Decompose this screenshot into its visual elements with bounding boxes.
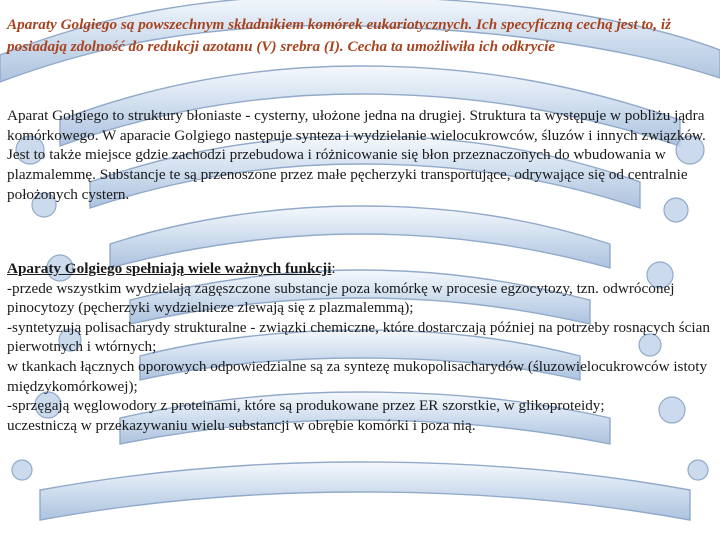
function-item: -syntetyzują polisacharydy strukturalne - związki chemiczne, które dostarczają później na potrzeby rosnących ścian pierwotnych i wtórnych; xyxy=(7,318,710,356)
function-item: uczestniczą w przekazywaniu wielu substancji w obrębie komórki i poza nią. xyxy=(7,416,476,434)
intro-paragraph: Aparat Golgiego to struktury błoniaste - cysterny, ułożone jedna na drugiej. Struktura ta występuje w pobliżu jądra komórkowego. W aparacie Golgiego następuje synteza i wydzielanie wielocukrowców, śluzów i innych związków. Jest to także miejsce gdzie zachodzi przebudowa i różnicowanie się błon przeznaczonych do wbudowania w plazmalemmę. Substancje te są przenoszone przez małe pęcherzyki transportujące, odrywające się od centralnie położonych cystern. xyxy=(7,107,706,203)
function-item: -sprzęgają węglowodory z proteinami, które są produkowane przez ER szorstkie, w glikoproteidy; xyxy=(7,397,605,415)
function-item: -przede wszystkim wydzielają zagęszczone substancje poza komórkę w procesie egzocytozy, tzn. odwróconej pinocytozy (pęcherzyki wydzielnicze zlewają się z plazmalemmą); xyxy=(7,279,675,317)
functions-heading-line xyxy=(7,259,713,279)
function-item: w tkankach łącznych oporowych odpowiedzialne są za syntezę mukopolisacharydów (śluzowielocukrowców istoty międzykomórkowej); xyxy=(7,357,708,395)
functions-section xyxy=(7,259,713,435)
slide-title: Aparaty Golgiego są powszechnym składnikiem komórek eukariotycznych. Ich specyficzną cechą jest to, iż posiadają zdolność do redukcji azotanu (V) srebra (I). Cecha ta umożliwiła ich odkrycie xyxy=(7,16,671,55)
functions-heading-suffix: : xyxy=(331,260,336,277)
functions-heading: Aparaty Golgiego spełniają wiele ważnych funkcji xyxy=(7,260,332,277)
